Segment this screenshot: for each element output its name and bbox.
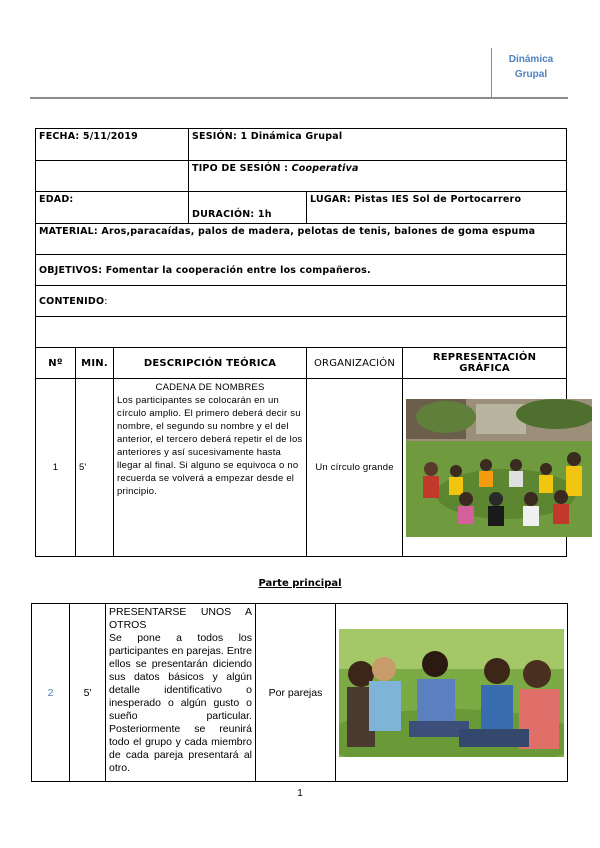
activity1-description xyxy=(114,379,307,557)
objetivos-value: Fomentar la cooperación entre los compañeros. xyxy=(105,264,371,276)
material-value: Aros,paracaídas, palos de madera, pelotas de tenis, balones de goma espuma xyxy=(101,226,536,237)
tipo-label: TIPO DE SESIÓN : xyxy=(192,163,289,174)
header-label xyxy=(496,52,566,82)
col-min: MIN. xyxy=(76,348,114,379)
contenido-colon: : xyxy=(104,295,108,307)
objetivos-cell xyxy=(36,255,567,286)
blank-row xyxy=(36,317,567,348)
objetivos-label: OBJETIVOS: xyxy=(39,264,103,276)
activity2-text: Se pone a todos los participantes en parejas. Entre ellos se presentarán diciendo sus datos básicos y algún detalle identificativo o inesperado o algún gusto o sueño particular. Posteriormente se reunirá todo el grupo y cada miembro de cada pareja presentará al otro. xyxy=(109,632,252,774)
tipo-value: Cooperativa xyxy=(291,163,359,174)
col-rep: REPRESENTACIÓN GRÁFICA xyxy=(403,348,567,379)
activity1-organization: Un círculo grande xyxy=(307,379,403,557)
header-line2: Grupal xyxy=(514,69,548,80)
duracion-cell: DURACIÓN: 1h xyxy=(189,192,307,224)
col-desc: DESCRIPCIÓN TEÓRICA xyxy=(114,348,307,379)
activity2-description xyxy=(106,604,256,782)
header-divider xyxy=(491,48,492,98)
activity1-image-cell xyxy=(403,379,567,557)
activity1-minutes: 5' xyxy=(76,379,114,557)
sesion-cell xyxy=(189,129,567,161)
activity1-title: CADENA DE NOMBRES xyxy=(155,382,265,393)
contenido-label: CONTENIDO xyxy=(39,295,105,307)
activity2-title: PRESENTARSE UNOS A OTROS xyxy=(109,606,252,631)
circle-of-students-photo xyxy=(406,399,592,537)
contenido-cell xyxy=(36,286,567,317)
fecha-cell: FECHA: 5/11/2019 xyxy=(36,129,189,161)
activity1-number: 1 xyxy=(36,379,76,557)
activity2-image-cell xyxy=(336,604,568,782)
page-number: 1 xyxy=(297,788,303,799)
material-cell xyxy=(36,224,567,255)
session-table xyxy=(35,128,567,557)
empty-cell xyxy=(36,161,189,192)
edad-cell: EDAD: xyxy=(36,192,189,224)
section-title: Parte principal xyxy=(258,578,342,589)
header-line1: Dinámica xyxy=(508,54,554,65)
lugar-cell: LUGAR: Pistas IES Sol de Portocarrero xyxy=(307,192,567,224)
material-label: MATERIAL: xyxy=(39,226,98,237)
activity1-text: Los participantes se colocarán en un círculo amplio. El primero deberá decir su nombre, el segundo su nombre y el del anterior, el tercero deberá repetir el de los anteriores y así sucesivamente hasta llegar al final. Si alguno se equivoca o no recuerda se volverá a empezar desde el principio. xyxy=(117,395,303,497)
activity2-organization: Por parejas xyxy=(256,604,336,782)
activity2-minutes: 5' xyxy=(70,604,106,782)
col-n: Nº xyxy=(36,348,76,379)
sesion-text: SESIÓN: 1 Dinámica Grupal xyxy=(192,131,343,142)
pairs-of-teens-photo xyxy=(339,629,564,757)
col-org: ORGANIZACIÓN xyxy=(307,348,403,379)
tipo-cell xyxy=(189,161,567,192)
activity2-number: 2 xyxy=(32,604,70,782)
activity2-table xyxy=(31,603,568,782)
header-rule xyxy=(30,97,568,99)
